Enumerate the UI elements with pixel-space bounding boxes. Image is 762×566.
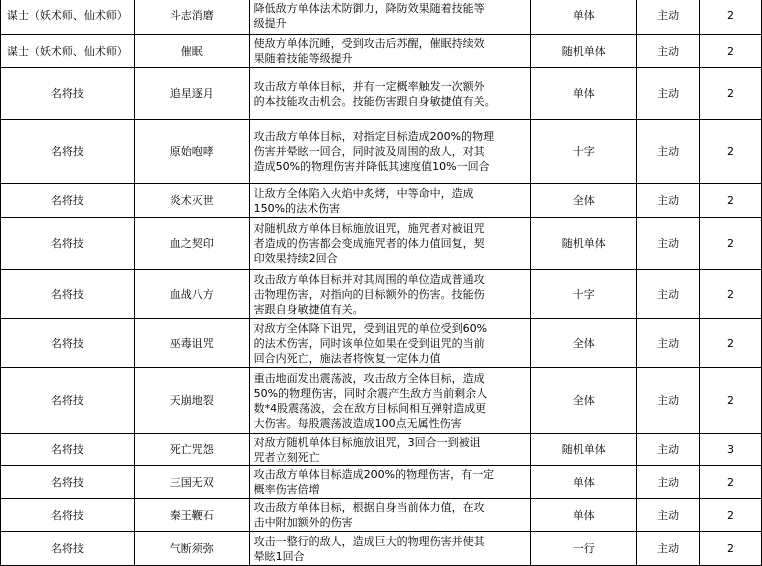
skill-description-cell: [249, 184, 531, 218]
skill-target-cell: 单体: [531, 0, 637, 35]
skill-type-cell: 主动: [637, 0, 700, 35]
skill-name-cell: 原始咆哮: [134, 120, 249, 184]
skill-target-cell: 全体: [531, 184, 637, 218]
skill-target-cell: 一行: [531, 532, 637, 566]
skill-category-cell: 名将技: [1, 532, 135, 566]
skill-target-cell: 十字: [531, 270, 637, 319]
skill-description-line: 果随着技能等级提升: [253, 52, 353, 65]
skill-value-cell: 3: [700, 434, 762, 466]
skill-description-line: 者造成的伤害都会变成施咒者的体力值回复，契: [253, 237, 485, 250]
skill-value-cell: 2: [700, 270, 762, 319]
skill-description-cell: [249, 434, 531, 466]
skill-target-cell: 单体: [531, 68, 637, 120]
skill-description-line: 重击地面发出震荡波，攻击敌方全体目标，造成: [253, 371, 485, 385]
table-row: [1, 0, 762, 35]
skill-description-line: 的本技能攻击机会。技能伤害跟自身敏捷值有关。: [253, 94, 496, 108]
skill-description-cell: [249, 0, 531, 35]
skill-description-line: 降低敌方单体法术防御力，降防效果随着技能等: [253, 1, 485, 15]
table-row: [1, 120, 762, 184]
skill-category-cell: 谋士（妖术师、仙术师）: [1, 35, 135, 68]
skill-category-cell: 名将技: [1, 319, 135, 368]
skill-type-cell: 主动: [637, 499, 700, 532]
skill-type-cell: 主动: [637, 218, 700, 270]
skill-description-line: 数*4股震荡波，会在敌方目标间相互弹射造成更: [253, 401, 487, 415]
skill-target-cell: 全体: [531, 368, 637, 434]
skill-name-cell: 催眠: [134, 35, 249, 68]
skill-category-cell: 名将技: [1, 499, 135, 532]
skill-category-cell: 名将技: [1, 120, 135, 184]
skill-type-cell: 主动: [637, 319, 700, 368]
skill-value-cell: 2: [700, 499, 762, 532]
skill-name-cell: 血战八方: [134, 270, 249, 319]
skill-description-line: 级提升: [253, 16, 287, 30]
skill-description-line: 对敌方随机单体目标施放诅咒，3回合一到被诅: [253, 435, 481, 449]
skill-description-line: 咒者立刻死亡: [253, 450, 320, 464]
skill-target-cell: 全体: [531, 319, 637, 368]
skill-type-cell: 主动: [637, 184, 700, 218]
skill-name-cell: 血之契印: [134, 218, 249, 270]
skill-description-line: 攻击敌方单体目标，并有一定概率触发一次额外: [253, 79, 485, 93]
table-row: [1, 218, 762, 270]
skill-value-cell: 2: [700, 368, 762, 434]
table-row: [1, 532, 762, 566]
skill-type-cell: 主动: [637, 270, 700, 319]
skill-description-line: 的法术伤害，同时该单位如果在受到诅咒的当前: [253, 336, 485, 350]
skill-description-line: 攻击敌方单体目标造成200%的物理伤害，有一定: [253, 468, 495, 481]
table-row: [1, 319, 762, 368]
skill-value-cell: 2: [700, 184, 762, 218]
skill-category-cell: 名将技: [1, 466, 135, 499]
skill-name-cell: 三国无双: [134, 466, 249, 499]
table-row: [1, 35, 762, 68]
skill-name-cell: 秦王鞭石: [134, 499, 249, 532]
skill-category-cell: 名将技: [1, 68, 135, 120]
skill-description-cell: [249, 368, 531, 434]
skill-description-line: 击中附加额外的伤害: [253, 516, 353, 529]
skill-description-line: 回合内死亡，施法者将恢复一定体力值: [253, 351, 441, 365]
skill-description-line: 攻击敌方单体目标并对其周围的单位造成普通攻: [253, 272, 485, 286]
skill-target-cell: 单体: [531, 466, 637, 499]
skill-category-cell: 名将技: [1, 368, 135, 434]
skill-target-cell: 随机单体: [531, 218, 637, 270]
skill-name-cell: 追星逐月: [134, 68, 249, 120]
skill-description-line: 攻击一整行的敌人，造成巨大的物理伤害并使其: [253, 534, 485, 548]
skill-description-cell: [249, 319, 531, 368]
table-row: [1, 184, 762, 218]
skill-description-line: 印效果持续2回合: [253, 252, 338, 265]
skills-table-body: [1, 0, 762, 566]
skill-category-cell: 名将技: [1, 184, 135, 218]
table-row: [1, 270, 762, 319]
skill-description-cell: [249, 532, 531, 566]
skill-value-cell: 2: [700, 218, 762, 270]
skill-type-cell: 主动: [637, 532, 700, 566]
skill-description-line: 使敌方单体沉睡，受到攻击后苏醒，催眠持续效: [253, 37, 485, 50]
skill-type-cell: 主动: [637, 466, 700, 499]
skill-description-line: 对敌方全体降下诅咒，受到诅咒的单位受到60%: [253, 321, 488, 335]
skill-name-cell: 气断须弥: [134, 532, 249, 566]
skill-description-line: 攻击敌方单体目标，根据自身当前体力值，在攻: [253, 501, 485, 514]
table-row: [1, 68, 762, 120]
skill-description-line: 让敌方全体陷入火焰中炙烤，中等命中，造成: [253, 186, 474, 200]
skill-value-cell: 2: [700, 68, 762, 120]
skill-description-line: 造成50%的物理伤害并降低其速度值10%一回合: [253, 160, 490, 173]
skill-target-cell: 随机单体: [531, 434, 637, 466]
skill-description-cell: [249, 120, 531, 184]
skill-type-cell: 主动: [637, 35, 700, 68]
skill-name-cell: 炎术灭世: [134, 184, 249, 218]
table-row: [1, 499, 762, 532]
skill-value-cell: 2: [700, 466, 762, 499]
table-row: [1, 368, 762, 434]
skill-name-cell: 巫毒诅咒: [134, 319, 249, 368]
skill-description-cell: [249, 35, 531, 68]
skill-name-cell: 天崩地裂: [134, 368, 249, 434]
skill-description-cell: [249, 270, 531, 319]
skill-description-line: 大伤害。每股震荡波造成100点无属性伤害: [253, 416, 462, 430]
skill-value-cell: 2: [700, 319, 762, 368]
skill-description-line: 伤害并晕眩一回合，同时波及周围的敌人，对其: [253, 145, 485, 158]
skill-name-cell: 死亡咒怨: [134, 434, 249, 466]
skill-value-cell: 2: [700, 120, 762, 184]
skill-type-cell: 主动: [637, 68, 700, 120]
skill-description-line: 概率伤害倍增: [253, 483, 320, 496]
skill-target-cell: 单体: [531, 499, 637, 532]
skill-description-line: 晕眩1回合: [253, 549, 305, 563]
skill-value-cell: 2: [700, 532, 762, 566]
skill-description-line: 150%的法术伤害: [253, 201, 341, 215]
skill-description-cell: [249, 499, 531, 532]
skill-description-line: 攻击敌方单体目标，对指定目标造成200%的物理: [253, 130, 495, 143]
skill-type-cell: 主动: [637, 120, 700, 184]
skill-description-line: 对随机敌方单体目标施放诅咒，施咒者对被诅咒: [253, 222, 485, 235]
skill-category-cell: 谋士（妖术师、仙术师）: [1, 0, 135, 35]
skill-target-cell: 随机单体: [531, 35, 637, 68]
skill-value-cell: 2: [700, 0, 762, 35]
skill-description-cell: [249, 218, 531, 270]
skill-type-cell: 主动: [637, 434, 700, 466]
skill-category-cell: 名将技: [1, 218, 135, 270]
table-row: [1, 466, 762, 499]
skill-name-cell: 斗志消磨: [134, 0, 249, 35]
skill-value-cell: 2: [700, 35, 762, 68]
skill-description-line: 50%的物理伤害，同时余震产生敌方当前剩余人: [253, 386, 488, 400]
skill-description-line: 击物理伤害，对指向的目标额外的伤害。技能伤: [253, 287, 485, 301]
skill-description-cell: [249, 68, 531, 120]
skill-category-cell: 名将技: [1, 434, 135, 466]
skill-description-cell: [249, 466, 531, 499]
skill-type-cell: 主动: [637, 368, 700, 434]
skill-description-line: 害跟自身敏捷值有关。: [253, 302, 364, 316]
skill-category-cell: 名将技: [1, 270, 135, 319]
skill-target-cell: 十字: [531, 120, 637, 184]
table-row: [1, 434, 762, 466]
